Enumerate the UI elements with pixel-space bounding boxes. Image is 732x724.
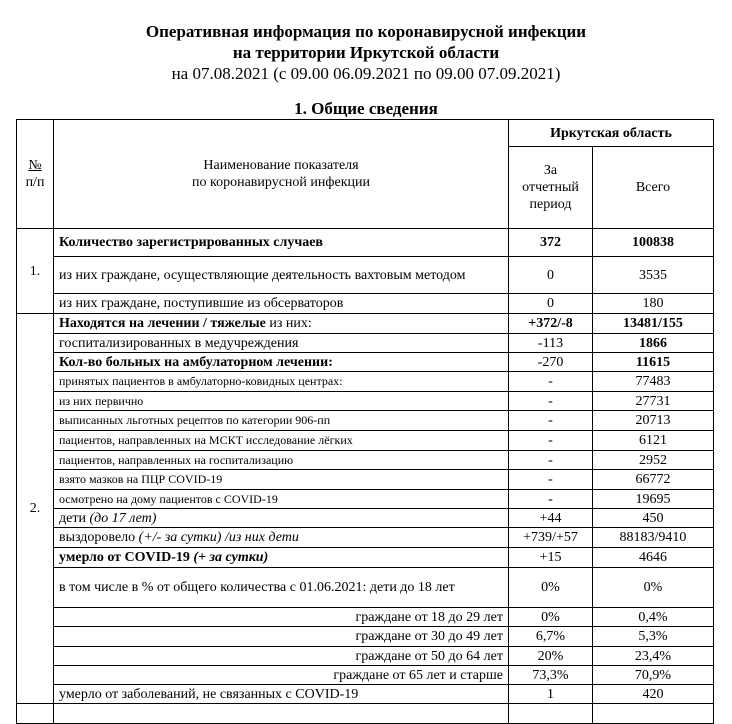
row-label: пациентов, направленных на госпитализацию	[54, 451, 509, 470]
row-label: пациентов, направленных на МСКТ исследование лёгких	[54, 431, 509, 451]
row-label-main: дети	[59, 510, 90, 526]
row-period: 0	[509, 257, 593, 294]
row-period: -	[509, 470, 593, 490]
row-total: 100838	[593, 229, 714, 257]
row-number	[17, 704, 54, 724]
row-total: 5,3%	[593, 627, 714, 647]
table-row	[17, 334, 714, 353]
table-row	[17, 608, 714, 627]
row-total: 19695	[593, 490, 714, 509]
row-total: 27731	[593, 392, 714, 411]
row-label: в том числе в % от общего количества с 01.06.2021: дети до 18 лет	[54, 568, 509, 608]
header-period-line2: отчетный	[522, 180, 579, 195]
row-period: -	[509, 372, 593, 392]
row-total: 66772	[593, 470, 714, 490]
table-row	[17, 627, 714, 647]
header-period-line3: период	[529, 197, 572, 212]
table-row	[17, 431, 714, 451]
row-period: 6,7%	[509, 627, 593, 647]
row-total: 6121	[593, 431, 714, 451]
row-label: осмотрено на дому пациентов с COVID-19	[54, 490, 509, 509]
table-row	[17, 294, 714, 314]
row-label: госпитализированных в медучреждения	[54, 334, 509, 353]
row-label: граждане от 65 лет и старше	[54, 666, 509, 685]
row-total: 70,9%	[593, 666, 714, 685]
row-period: -113	[509, 334, 593, 353]
row-label: Количество зарегистрированных случаев	[54, 229, 509, 257]
row-number: 2.	[17, 314, 54, 704]
row-label-italic: (до 17 лет)	[89, 510, 157, 526]
document-subtitle: на территории Иркутской области	[232, 43, 500, 62]
table-row	[17, 490, 714, 509]
row-label	[54, 314, 509, 334]
row-label: граждане от 18 до 29 лет	[54, 608, 509, 627]
report-period: на 07.08.2021 (с 09.00 06.09.2021 по 09.00 07.09.2021)	[171, 64, 561, 83]
row-period: 73,3%	[509, 666, 593, 685]
row-period: 0%	[509, 568, 593, 608]
row-period: 0%	[509, 608, 593, 627]
header-number-symbol: №	[28, 158, 42, 173]
row-period: +44	[509, 509, 593, 528]
row-total: 13481/155	[593, 314, 714, 334]
row-period: +739/+57	[509, 528, 593, 548]
row-period: +372/-8	[509, 314, 593, 334]
table-row	[17, 647, 714, 666]
row-period: 20%	[509, 647, 593, 666]
row-label: выписанных льготных рецептов по категории 906-пп	[54, 411, 509, 431]
row-total: 11615	[593, 353, 714, 372]
covid-stats-table	[16, 119, 714, 724]
table-row	[17, 257, 714, 294]
row-label: Кол-во больных на амбулаторном лечении:	[54, 353, 509, 372]
table-row	[17, 353, 714, 372]
table-row	[17, 685, 714, 704]
row-period: -270	[509, 353, 593, 372]
header-name-line1: Наименование показателя	[203, 158, 359, 173]
table-row-next-section	[17, 704, 714, 724]
row-period: 1	[509, 685, 593, 704]
row-total: 88183/9410	[593, 528, 714, 548]
table-row	[17, 451, 714, 470]
row-total	[593, 704, 714, 724]
section-title: 1. Общие сведения	[294, 99, 438, 118]
row-total: 3535	[593, 257, 714, 294]
row-label: из них первично	[54, 392, 509, 411]
row-label	[54, 509, 509, 528]
row-total: 77483	[593, 372, 714, 392]
row-label: граждане от 30 до 49 лет	[54, 627, 509, 647]
header-total: Всего	[593, 147, 714, 229]
row-label-italic: (+ за сутки)	[193, 550, 269, 565]
row-period: +15	[509, 548, 593, 568]
document-title: Оперативная информация по коронавирусной инфекции	[145, 22, 587, 41]
table-row	[17, 411, 714, 431]
row-label-bold: Находятся на лечении / тяжелые	[59, 316, 266, 331]
table-row	[17, 509, 714, 528]
row-period: -	[509, 392, 593, 411]
table-row	[17, 372, 714, 392]
header-region: Иркутская область	[509, 120, 714, 147]
table-row	[17, 470, 714, 490]
table-row	[17, 528, 714, 548]
row-label: из них граждане, осуществляющие деятельность вахтовым методом	[54, 257, 509, 294]
row-total: 20713	[593, 411, 714, 431]
row-label: умерло от заболеваний, не связанных с COVID-19	[54, 685, 509, 704]
row-label	[54, 704, 509, 724]
header-period-line1: За	[543, 163, 558, 178]
row-total: 420	[593, 685, 714, 704]
table-row	[17, 568, 714, 608]
header-number-label: п/п	[25, 175, 45, 190]
row-label-main: умерло от COVID-19	[59, 550, 194, 565]
header-number	[17, 120, 54, 229]
row-period	[509, 704, 593, 724]
row-label: взято мазков на ПЦР COVID-19	[54, 470, 509, 490]
row-period: -	[509, 431, 593, 451]
row-label-rest: из них:	[265, 316, 312, 331]
row-label: граждане от 50 до 64 лет	[54, 647, 509, 666]
row-label-main: выздоровело	[59, 530, 139, 545]
header-name-line2: по коронавирусной инфекции	[192, 175, 370, 190]
row-period: 0	[509, 294, 593, 314]
row-number: 1.	[17, 229, 54, 314]
row-total: 23,4%	[593, 647, 714, 666]
row-period: -	[509, 451, 593, 470]
header-indicator-name	[54, 120, 509, 229]
row-period: -	[509, 411, 593, 431]
row-label: принятых пациентов в амбулаторно-ковидных центрах:	[54, 372, 509, 392]
table-row	[17, 548, 714, 568]
row-total: 1866	[593, 334, 714, 353]
row-total: 180	[593, 294, 714, 314]
table-row	[17, 666, 714, 685]
row-total: 0%	[593, 568, 714, 608]
row-period: 372	[509, 229, 593, 257]
table-row	[17, 229, 714, 257]
table-row	[17, 314, 714, 334]
row-total: 450	[593, 509, 714, 528]
row-label	[54, 528, 509, 548]
row-label-italic: (+/- за сутки) /из них дети	[138, 530, 299, 545]
row-label: из них граждане, поступившие из обсерваторов	[54, 294, 509, 314]
header-period	[509, 147, 593, 229]
row-total: 4646	[593, 548, 714, 568]
row-total: 0,4%	[593, 608, 714, 627]
row-label	[54, 548, 509, 568]
table-row	[17, 392, 714, 411]
row-period: -	[509, 490, 593, 509]
row-total: 2952	[593, 451, 714, 470]
